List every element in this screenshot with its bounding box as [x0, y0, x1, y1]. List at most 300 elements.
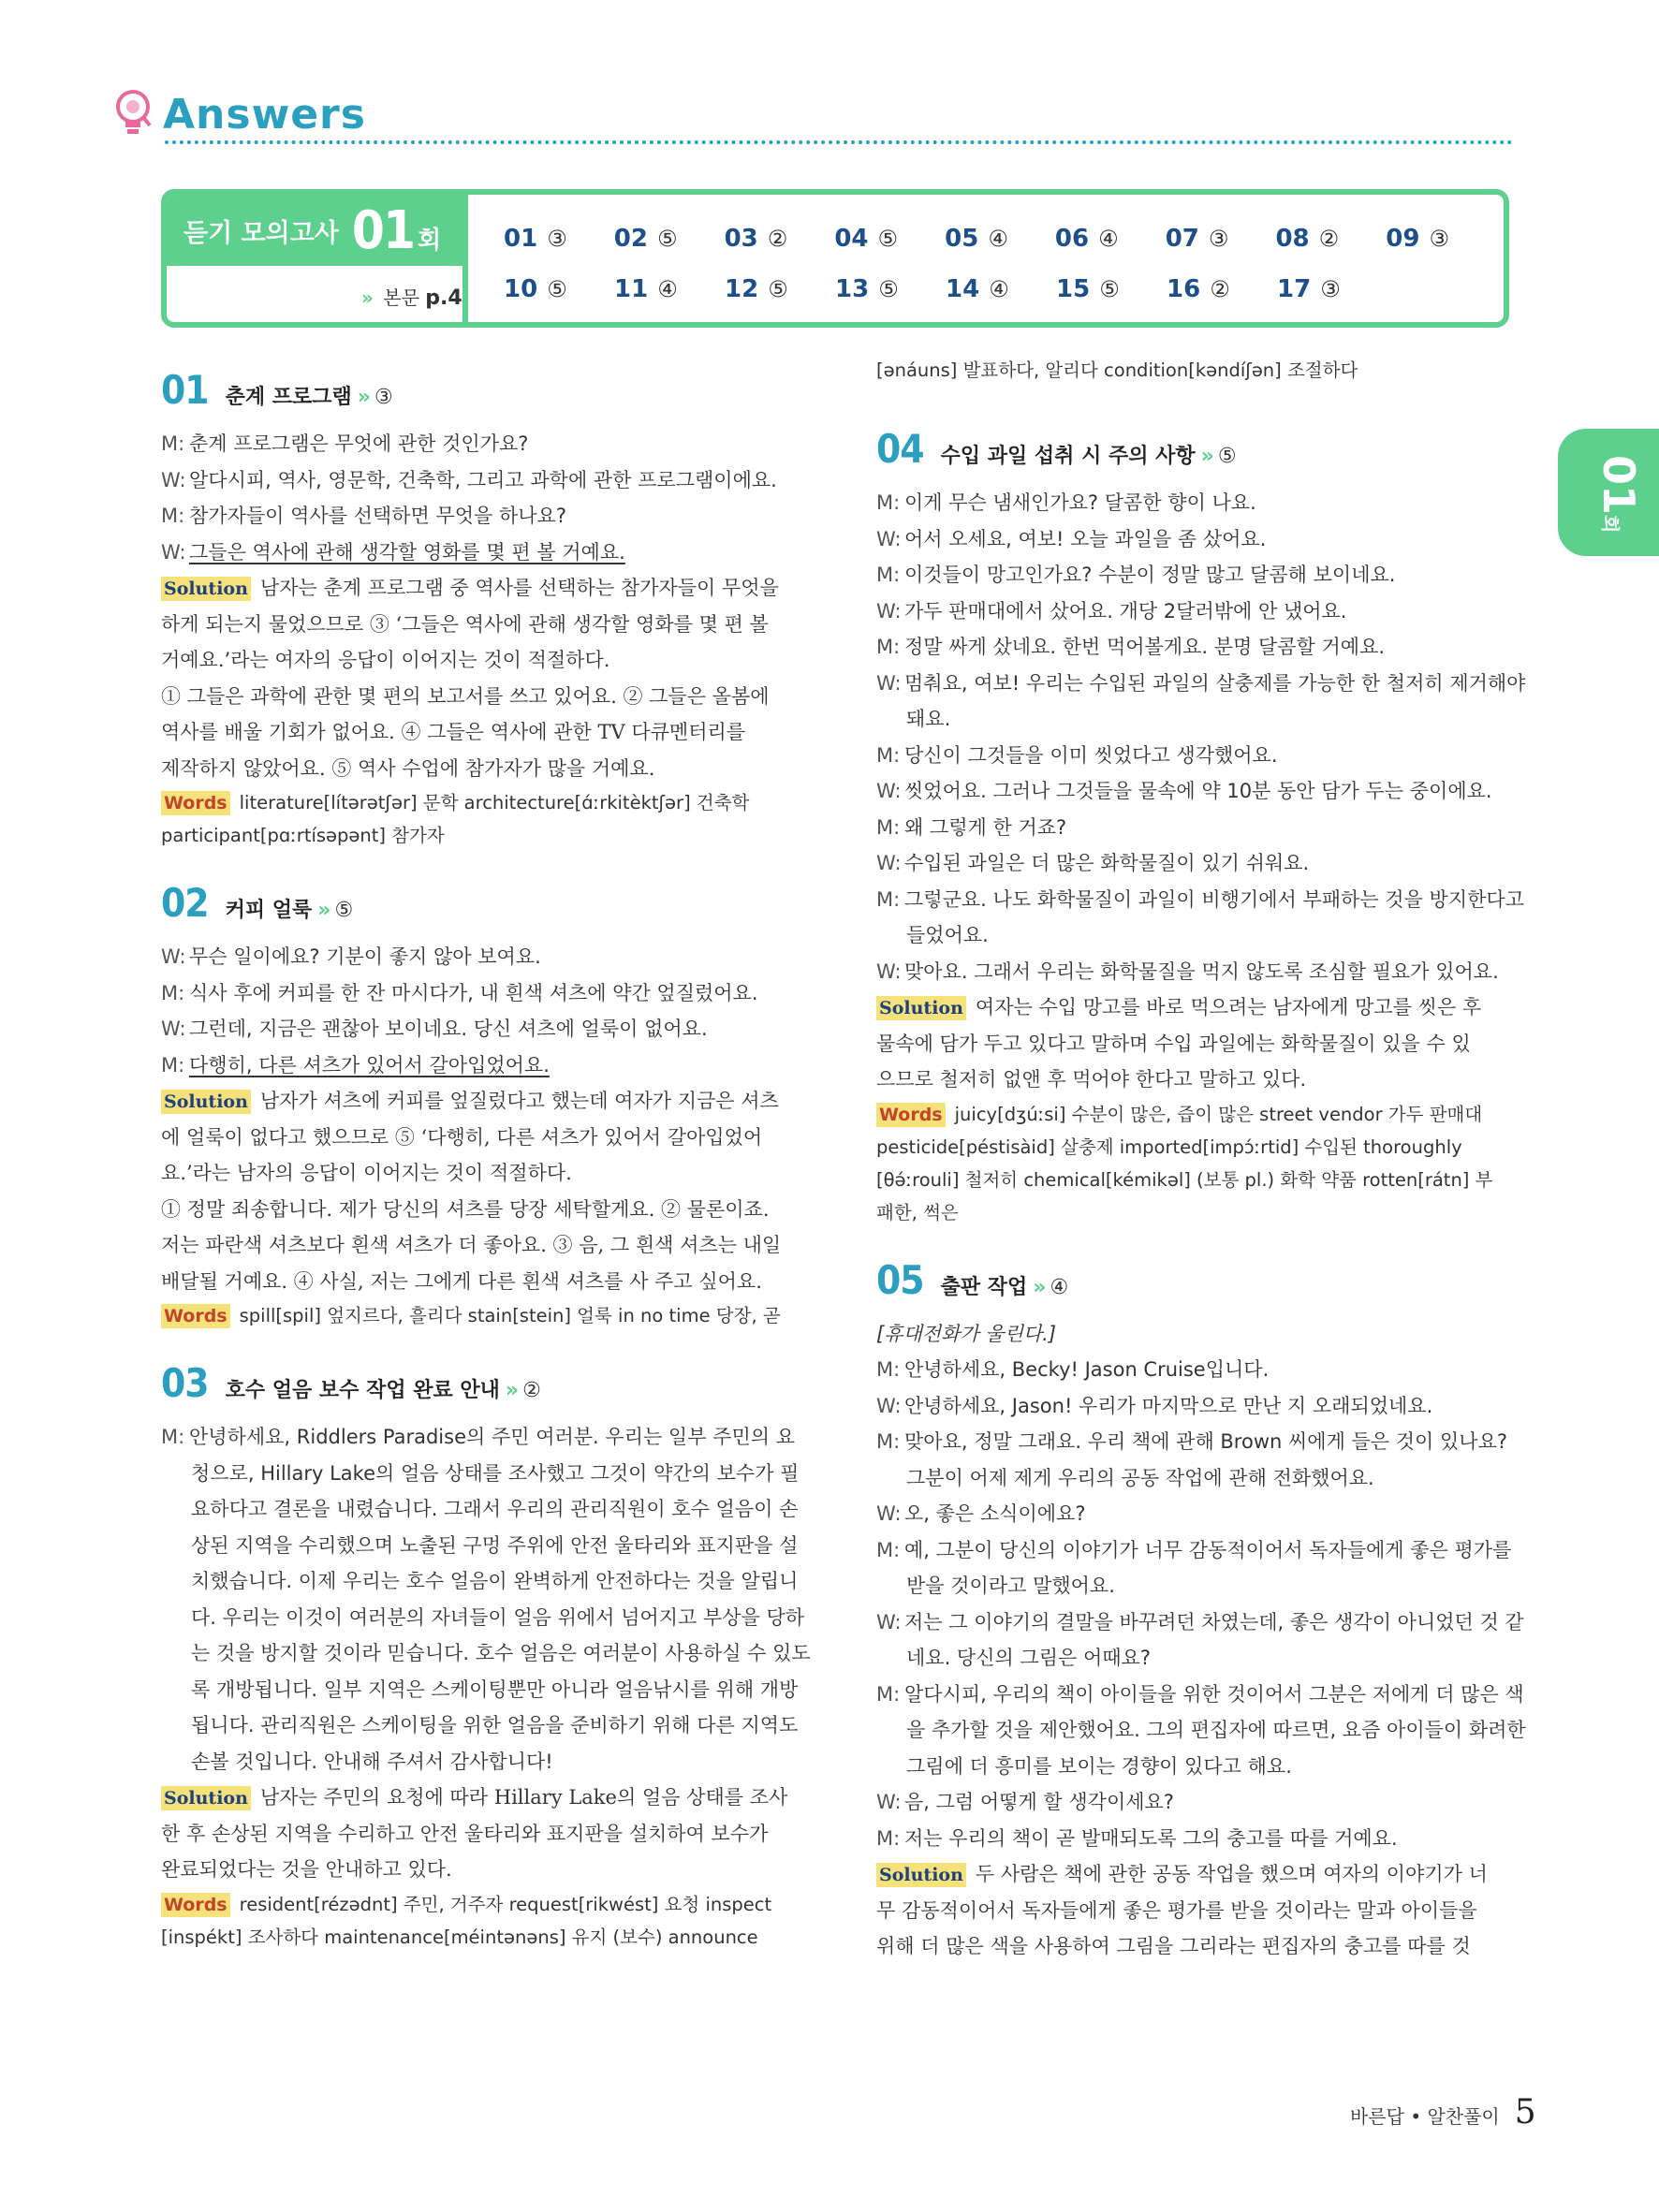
- answer-cell: [835, 275, 946, 303]
- dialogue-line: [161, 535, 798, 571]
- line-text: 이것들이 망고인가요? 수분이 정말 많고 달콤해 보이네요.: [904, 564, 1396, 586]
- answer-cell: [504, 275, 614, 303]
- side-tab-label: [1593, 455, 1644, 533]
- answer-question-number: 12: [725, 275, 759, 303]
- answer-choice: ③: [547, 226, 567, 252]
- solution-line: [161, 679, 798, 715]
- line-text: 그런데, 지금은 괜찮아 보이네요. 당신 셔츠에 얼룩이 없어요.: [189, 1018, 708, 1040]
- question-03-header: [161, 1360, 798, 1406]
- dialogue-line: [876, 1496, 1513, 1532]
- answer-question-number: 13: [835, 275, 870, 303]
- line-text: 상된 지역을 수리했으며 노출된 구멍 주위에 안전 울타리와 표지판을 설: [191, 1533, 799, 1557]
- line-text: 이게 무슨 냄새인가요? 달콤한 향이 나요.: [904, 491, 1256, 514]
- dialogue: [876, 485, 1526, 989]
- question-answer: ⑤: [334, 899, 354, 922]
- speaker: W:: [876, 960, 902, 983]
- answer-cell: [1275, 225, 1386, 253]
- line-text: 참가자들이 역사를 선택하면 무엇을 하나요?: [189, 505, 566, 527]
- answer-question-number: 08: [1275, 225, 1310, 253]
- page-number: 5: [1514, 2093, 1536, 2131]
- words-text: pesticide[péstisàid] 살충제 imported[impɔ́ːrtid] 수입된 thoroughly: [876, 1135, 1462, 1158]
- answer-row: [504, 213, 1496, 264]
- double-chevron-icon: »: [1200, 445, 1214, 468]
- dialogue-line: [876, 954, 1513, 990]
- test-number: 01: [351, 199, 415, 261]
- line-text: 안녕하세요, Riddlers Paradise의 주민 여러분. 우리는 일부 주민의 요: [189, 1426, 796, 1448]
- dialogue-line: [161, 1744, 798, 1780]
- solution-line: [876, 1928, 1513, 1965]
- dialogue-line: [876, 1388, 1513, 1425]
- line-text: 멈춰요, 여보! 우리는 수입된 과일의 살충제를 가능한 한 철저히 제거해야: [904, 671, 1526, 695]
- question-title: 커피 얼룩: [225, 899, 313, 922]
- words-line: [876, 1196, 1513, 1229]
- answer-cell: [614, 275, 725, 303]
- solution-text: 남자는 주민의 요청에 따라 Hillary Lake의 얼음 상태를 조사: [259, 1786, 788, 1809]
- answer-choice: ③: [1429, 226, 1449, 252]
- speaker: W:: [876, 527, 902, 550]
- line-text: 그렇군요. 나도 화학물질이 과일이 비행기에서 부패하는 것을 방지한다고: [904, 887, 1524, 911]
- dialogue-line: [161, 1672, 798, 1708]
- answer-choice: ③: [1208, 226, 1229, 252]
- answer-question-number: 09: [1386, 225, 1420, 253]
- solution-text: 위해 더 많은 색을 사용하여 그림을 그리라는 편집자의 충고를 따를 것: [876, 1935, 1471, 1957]
- speaker: W:: [161, 945, 186, 968]
- dialogue-line: [876, 738, 1513, 774]
- answer-grid: [504, 213, 1496, 315]
- answer-choice: ⑤: [768, 276, 788, 302]
- line-text: 알다시피, 우리의 책이 아이들을 위한 것이어서 그분은 저에게 더 많은 색: [904, 1682, 1524, 1706]
- question-01-header: [161, 367, 798, 413]
- answer-cell: [1277, 275, 1387, 303]
- line-text: 맞아요, 정말 그래요. 우리 책에 관해 Brown 씨에게 들은 것이 있나요?: [904, 1430, 1508, 1453]
- answer-choice: ⑤: [547, 276, 567, 302]
- question-answer: ④: [1050, 1275, 1069, 1299]
- dialogue-line: [876, 1568, 1513, 1604]
- solution-text: 여자는 수입 망고를 바로 먹으려는 남자에게 망고를 씻은 후: [975, 996, 1482, 1018]
- speaker: M:: [876, 743, 901, 767]
- answer-question-number: 17: [1277, 275, 1312, 303]
- solution-text: 남자는 춘계 프로그램 중 역사를 선택하는 참가자들이 무엇을: [259, 577, 779, 599]
- double-chevron-icon: »: [357, 386, 371, 409]
- answer-row: [504, 264, 1496, 315]
- solution-line: [161, 1780, 798, 1816]
- answer-cell: [1386, 225, 1496, 253]
- solution-line: [876, 1062, 1513, 1098]
- double-chevron-icon: »: [505, 1379, 520, 1402]
- solution-line: [161, 570, 798, 607]
- solution-line: [161, 714, 798, 751]
- speaker: W:: [876, 1791, 902, 1813]
- speaker: W:: [876, 780, 902, 802]
- monologue: [161, 1419, 811, 1780]
- speaker: W:: [161, 468, 186, 491]
- line-text: 식사 후에 커피를 한 잔 마시다가, 내 흰색 셔츠에 약간 엎질렀어요.: [189, 981, 758, 1004]
- footer-label: 바른답 • 알찬풀이: [1350, 2105, 1500, 2128]
- speaker: M:: [161, 981, 185, 1004]
- left-column: [161, 367, 811, 1982]
- words-tag: Words: [161, 1893, 230, 1917]
- line-text: 안녕하세요, Jason! 우리가 마지막으로 만난 지 오래되었네요.: [904, 1394, 1433, 1417]
- header-dotted-divider: [165, 140, 1513, 144]
- words-tag: Words: [876, 1103, 946, 1127]
- question-answer: ②: [522, 1379, 541, 1402]
- line-text: 오, 좋은 소식이에요?: [904, 1502, 1086, 1525]
- solution-tag: Solution: [161, 577, 251, 601]
- solution-line: [161, 1192, 798, 1228]
- line-text: 네요. 당신의 그림은 어때요?: [906, 1647, 1151, 1669]
- answer-question-number: 16: [1167, 275, 1201, 303]
- dialogue-line: [876, 1604, 1524, 1641]
- solution-line: [161, 751, 798, 787]
- dialogue: [876, 1352, 1526, 1856]
- line-text: 그분이 어제 제게 우리의 공동 작업에 관해 전화했어요.: [906, 1466, 1374, 1489]
- solution-block: [161, 1083, 798, 1299]
- solution-text: 으므로 철저히 없앤 후 먹어야 한다고 말하고 있다.: [876, 1068, 1307, 1091]
- solution-text: 완료되었다는 것을 안내하고 있다.: [161, 1858, 452, 1881]
- words-line: [161, 786, 798, 819]
- solution-line: [161, 607, 798, 643]
- dialogue-line: [161, 426, 798, 462]
- test-number-suffix: 회: [418, 226, 442, 255]
- words-tag: Words: [161, 791, 230, 815]
- dialogue-line: [161, 1600, 805, 1636]
- right-column: [876, 359, 1526, 1993]
- line-text: 받을 것이라고 말했어요.: [906, 1575, 1115, 1597]
- line-text: 됩니다. 관리직원은 스케이팅을 위한 얼음을 준비하기 위해 다른 지역도: [191, 1714, 799, 1736]
- answer-choice: ②: [767, 226, 788, 252]
- dialogue-line: [161, 1011, 798, 1047]
- answer-question-number: 01: [504, 225, 538, 253]
- dialogue-line: [876, 666, 1526, 702]
- answer-cell: [614, 225, 725, 253]
- question-number: 01: [161, 367, 209, 413]
- dialogue-line: [161, 975, 798, 1012]
- answer-question-number: 04: [834, 225, 869, 253]
- solution-line: [876, 1026, 1513, 1062]
- solution-line: [161, 1227, 798, 1264]
- question-title: 출판 작업: [940, 1275, 1028, 1299]
- answer-cell: [725, 275, 835, 303]
- answer-cell: [725, 225, 835, 253]
- solution-text: 역사를 배울 기회가 없어요. ④ 그들은 역사에 관한 TV 다큐멘터리를: [161, 721, 746, 743]
- solution-text: 제작하지 않았어요. ⑤ 역사 수업에 참가자가 많을 거예요.: [161, 756, 655, 780]
- answer-choice: ②: [1210, 276, 1230, 302]
- solution-text: 에 얼룩이 없다고 했으므로 ⑤ ‘다행히, 다른 셔츠가 있어서 갈아입었어: [161, 1125, 763, 1149]
- speaker: M:: [161, 505, 185, 527]
- answer-question-number: 03: [724, 225, 758, 253]
- solution-line: [161, 1120, 798, 1156]
- solution-line: [876, 1856, 1513, 1893]
- speaker: W:: [876, 852, 902, 874]
- dialogue-line: [876, 1640, 1513, 1677]
- test-label: 듣기 모의고사: [184, 218, 339, 248]
- dialogue-line: [876, 557, 1513, 593]
- answer-choice: ④: [988, 226, 1008, 252]
- speaker: W:: [161, 1018, 186, 1040]
- words-line: [876, 1098, 1513, 1131]
- speaker: M:: [876, 491, 901, 514]
- speaker: M:: [161, 1053, 185, 1077]
- answer-summary-box: [161, 189, 1509, 328]
- answer-question-number: 05: [945, 225, 979, 253]
- line-text: 그들은 역사에 관해 생각할 영화를 몇 편 볼 거예요.: [189, 540, 625, 564]
- line-text: 저는 우리의 책이 곧 발매되도록 그의 충고를 따를 거예요.: [904, 1826, 1398, 1850]
- line-text: 록 개방됩니다. 일부 지역은 스케이팅뿐만 아니라 얼음낚시를 위해 개방: [191, 1677, 799, 1701]
- question-title: 호수 얼음 보수 작업 완료 안내: [225, 1379, 500, 1402]
- side-tab-suffix: 회: [1599, 515, 1622, 534]
- solution-line: [876, 1893, 1513, 1929]
- solution-line: [161, 1264, 798, 1300]
- solution-text: 무 감동적이어서 독자들에게 좋은 평가를 받을 것이라는 말과 아이들을: [876, 1898, 1477, 1922]
- speaker: M:: [876, 564, 901, 586]
- answer-question-number: 02: [613, 225, 648, 253]
- dialogue-line: [876, 593, 1513, 630]
- answer-box-label-panel: [167, 195, 462, 322]
- question-answer: ③: [374, 386, 393, 409]
- double-chevron-icon: »: [317, 899, 331, 922]
- solution-text: 거예요.’라는 여자의 응답이 이어지는 것이 적절하다.: [161, 649, 610, 671]
- dialogue-line: [876, 1712, 1526, 1749]
- words-text: resident[rézədnt] 주민, 거주자 request[rikwést] 요청 inspect: [239, 1893, 772, 1915]
- dialogue-line: [876, 1784, 1513, 1821]
- answer-question-number: 10: [504, 275, 538, 303]
- line-text: 다행히, 다른 셔츠가 있어서 갈아입었어요.: [189, 1053, 550, 1077]
- line-text: 치했습니다. 이제 우리는 호수 얼음이 완벽하게 안전하다는 것을 알립니: [191, 1570, 799, 1592]
- speaker: M:: [876, 1826, 901, 1850]
- page-reference: [361, 283, 462, 310]
- words-text: spill[spil] 엎지르다, 흘리다 stain[stein] 얼룩 in no time 당장, 곧: [239, 1305, 781, 1326]
- dialogue-line: [876, 810, 1513, 846]
- dialogue-line: [876, 629, 1513, 666]
- solution-line: [161, 1852, 798, 1888]
- question-04-header: [876, 426, 1513, 472]
- line-text: 는 것을 방지할 것이라 믿습니다. 호수 얼음은 여러분이 사용하실 수 있도: [191, 1642, 811, 1664]
- dialogue-line: [876, 1352, 1513, 1388]
- answer-choice: ③: [1320, 276, 1341, 302]
- answer-cell: [504, 225, 614, 253]
- line-text: 안녕하세요, Becky! Jason Cruise입니다.: [904, 1358, 1270, 1381]
- solution-line: [876, 989, 1513, 1026]
- answer-cell: [1167, 275, 1277, 303]
- answers-heading: [112, 88, 366, 140]
- speaker: M:: [161, 432, 185, 455]
- dialogue-line: [876, 845, 1513, 882]
- answer-box-band: [167, 195, 462, 266]
- solution-text: 한 후 손상된 지역을 수리하고 안전 울타리와 표지판을 설치하여 보수가: [161, 1822, 769, 1845]
- line-text: 정말 싸게 샀네요. 한번 먹어볼게요. 분명 달콤할 거예요.: [904, 636, 1386, 658]
- question-05-header: [876, 1257, 1513, 1303]
- solution-block: [876, 1856, 1513, 1965]
- question-number: 04: [876, 426, 924, 472]
- dialogue-line: [876, 521, 1513, 558]
- dialogue-line: [161, 1528, 798, 1564]
- line-text: 씻었어요. 그러나 그것들을 물속에 약 10분 동안 담가 두는 중이에요.: [904, 780, 1492, 802]
- stage-direction: [휴대전화가 울린다.]: [876, 1322, 1057, 1345]
- line-text: 왜 그렇게 한 거죠?: [904, 815, 1067, 839]
- solution-text: 저는 파란색 셔츠보다 흰색 셔츠가 더 좋아요. ③ 음, 그 흰색 셔츠는 내일: [161, 1234, 782, 1256]
- solution-tag: Solution: [161, 1090, 251, 1114]
- solution-line: [161, 642, 798, 679]
- speaker: W:: [876, 1394, 902, 1417]
- line-text: 어서 오세요, 여보! 오늘 과일을 좀 샀어요.: [904, 527, 1267, 550]
- speaker: W:: [876, 1502, 902, 1525]
- answer-cell: [1055, 225, 1166, 253]
- dialogue-line: [876, 882, 1524, 918]
- line-text: 맞아요. 그래서 우리는 화학물질을 먹지 않도록 조심할 필요가 있어요.: [904, 960, 1499, 983]
- words-line: [161, 1299, 798, 1332]
- line-text: 청으로, Hillary Lake의 얼음 상태를 조사했고 그것이 약간의 보수가 필: [191, 1461, 800, 1485]
- answer-choice: ⑤: [877, 226, 899, 252]
- line-text: 다. 우리는 이것이 여러분의 자녀들이 얼음 위에서 넘어지고 부상을 당하: [191, 1605, 805, 1629]
- dialogue-line: [161, 1563, 798, 1600]
- dialogue-line: [161, 1707, 798, 1744]
- dialogue: [161, 426, 798, 570]
- dialogue-line: [876, 1460, 1513, 1497]
- words-text: literature[lítərətʃər] 문학 architecture[ɑ́ːrkitèktʃər] 건축학: [239, 792, 750, 813]
- question-title: 수입 과일 섭취 시 주의 사항: [940, 445, 1196, 468]
- answer-cell: [945, 225, 1055, 253]
- speaker: W:: [161, 540, 186, 564]
- solution-line: [161, 1155, 798, 1192]
- words-line: [161, 1921, 798, 1954]
- speaker: M:: [876, 636, 901, 658]
- dialogue-line: [876, 1749, 1513, 1785]
- dialogue-line: [161, 1635, 811, 1672]
- speaker: W:: [876, 1610, 902, 1633]
- answer-choice: ⑤: [878, 276, 899, 302]
- solution-line: [161, 1816, 798, 1853]
- words-line: [161, 819, 798, 852]
- line-text: 저는 그 이야기의 결말을 바꾸려던 차였는데, 좋은 생각이 아니었던 것 같: [904, 1610, 1524, 1633]
- speaker: M:: [876, 1538, 901, 1561]
- dialogue-line: [876, 1424, 1513, 1460]
- question-04: [876, 426, 1526, 1229]
- answer-question-number: 07: [1165, 225, 1199, 253]
- dialogue-line: [876, 701, 1513, 738]
- question-number: 02: [161, 880, 209, 926]
- side-tab-number: 01: [1593, 455, 1644, 516]
- words-line: [876, 1164, 1513, 1196]
- words-line: [876, 1131, 1513, 1164]
- dialogue-line: [876, 773, 1513, 810]
- words-line: [161, 1888, 798, 1921]
- words-block: [161, 1888, 798, 1954]
- line-text: 돼요.: [906, 708, 951, 730]
- question-number: 05: [876, 1256, 924, 1303]
- speaker: M:: [876, 887, 901, 911]
- speaker: W:: [876, 599, 902, 623]
- line-text: 알다시피, 역사, 영문학, 건축학, 그리고 과학에 관한 프로그램이에요.: [189, 468, 777, 491]
- page-reference-label: 본문: [383, 286, 419, 309]
- words-block: [161, 786, 798, 852]
- answer-cell: [946, 275, 1056, 303]
- dialogue: [161, 939, 798, 1083]
- solution-text: ① 정말 죄송합니다. 제가 당신의 셔츠를 당장 세탁할게요. ② 물론이죠.: [161, 1197, 770, 1221]
- answer-cell: [1056, 275, 1167, 303]
- answer-question-number: 11: [614, 275, 649, 303]
- solution-block: [161, 570, 798, 786]
- page-footer: [1350, 2093, 1536, 2131]
- question-number: 03: [161, 1360, 209, 1406]
- double-chevron-icon: »: [361, 286, 374, 309]
- solution-text: 두 사람은 책에 관한 공동 작업을 했으며 여자의 이야기가 너: [975, 1863, 1488, 1885]
- dialogue-line: [161, 498, 798, 535]
- words-text: 패한, 썩은: [876, 1201, 959, 1223]
- words-block: [161, 1299, 798, 1332]
- speaker: M:: [876, 1682, 901, 1706]
- speaker: M:: [876, 1358, 901, 1381]
- words-text: juicy[dʒúːsi] 수분이 많은, 즙이 많은 street vendor 가두 판매대: [954, 1103, 1483, 1125]
- answer-cell: [834, 225, 945, 253]
- answer-choice: ④: [989, 276, 1009, 302]
- solution-text: 요.’라는 남자의 응답이 이어지는 것이 적절하다.: [161, 1162, 572, 1184]
- words-text: [θə́ːrouli] 철저히 chemical[kémikəl] (보통 pl.) 화학 약품 rotten[rátn] 부: [876, 1168, 1493, 1191]
- chapter-side-tab: [1558, 429, 1659, 556]
- solution-block: [876, 989, 1513, 1098]
- answer-choice: ④: [657, 276, 678, 302]
- line-text: 춘계 프로그램은 무엇에 관한 것인가요?: [189, 432, 529, 455]
- answer-choice: ②: [1318, 226, 1340, 252]
- line-text: 가두 판매대에서 샀어요. 개당 2달러밖에 안 냈어요.: [904, 599, 1347, 623]
- words-text: participant[pɑːrtísəpənt] 참가자: [161, 825, 445, 846]
- speaker: M:: [161, 1426, 185, 1448]
- line-text: 그림에 더 흥미를 보이는 경향이 있다고 해요.: [906, 1754, 1292, 1778]
- dialogue-line: [161, 1047, 798, 1084]
- line-text: 손볼 것입니다. 안내해 주셔서 감사합니다!: [191, 1750, 553, 1773]
- dialogue-line: [876, 485, 1513, 521]
- line-text: 요하다고 결론을 내렸습니다. 그래서 우리의 관리직원이 호수 얼음이 손: [191, 1498, 799, 1520]
- words-text: [inspékt] 조사하다 maintenance[méintənəns] 유지 (보수) announce: [161, 1926, 758, 1948]
- question-02: [161, 880, 798, 1332]
- line-text: 음, 그럼 어떻게 할 생각이세요?: [904, 1791, 1174, 1813]
- line-text: 들었어요.: [906, 924, 989, 946]
- line-text: 무슨 일이에요? 기분이 좋지 않아 보여요.: [189, 945, 541, 968]
- solution-text: 남자가 셔츠에 커피를 엎질렀다고 했는데 여자가 지금은 셔츠: [259, 1090, 779, 1112]
- answer-cell: [1166, 225, 1276, 253]
- double-chevron-icon: »: [1033, 1275, 1047, 1299]
- answer-choice: ④: [1098, 226, 1119, 252]
- question-answer: ⑤: [1217, 445, 1237, 468]
- solution-text: 물속에 담가 두고 있다고 말하며 수입 과일에는 화학물질이 있을 수 있: [876, 1032, 1471, 1055]
- dialogue-line: [161, 939, 798, 975]
- line-text: 예, 그분이 당신의 이야기가 너무 감동적이어서 독자들에게 좋은 평가를: [904, 1538, 1512, 1561]
- dialogue-line: [876, 1532, 1513, 1569]
- dialogue-line: [876, 1821, 1513, 1857]
- solution-text: ① 그들은 과학에 관한 몇 편의 보고서를 쓰고 있어요. ② 그들은 올봄에: [161, 684, 770, 708]
- answer-choice: ⑤: [656, 226, 678, 252]
- words-tag: Words: [161, 1304, 230, 1328]
- answer-question-number: 06: [1054, 225, 1090, 253]
- question-02-header: [161, 880, 798, 926]
- solution-text: 배달될 거예요. ④ 사실, 저는 그에게 다른 흰색 셔츠를 사 주고 싶어요.: [161, 1269, 762, 1293]
- question-title: 춘계 프로그램: [225, 386, 352, 409]
- line-text: 을 추가할 것을 제안했어요. 그의 편집자에 따르면, 요즘 아이들이 화려한: [906, 1719, 1526, 1741]
- dialogue-line: [876, 917, 1513, 954]
- answer-box-divider: [462, 195, 468, 322]
- words-block: [876, 1098, 1513, 1229]
- page-reference-page: p.4: [425, 286, 462, 310]
- dialogue-line: [161, 462, 798, 499]
- solution-tag: Solution: [876, 996, 966, 1020]
- solution-block: [161, 1780, 798, 1888]
- solution-text: 하게 되는지 물었으므로 ③ ‘그들은 역사에 관해 생각할 영화를 몇 편 볼: [161, 612, 769, 636]
- dialogue-line: [876, 1677, 1524, 1713]
- line-text: 당신이 그것들을 이미 씻었다고 생각했어요.: [904, 743, 1278, 767]
- speaker: M:: [876, 1430, 901, 1453]
- line-text: 수입된 과일은 더 많은 화학물질이 있기 쉬워요.: [904, 852, 1310, 874]
- solution-line: [161, 1083, 798, 1120]
- solution-tag: Solution: [876, 1863, 966, 1887]
